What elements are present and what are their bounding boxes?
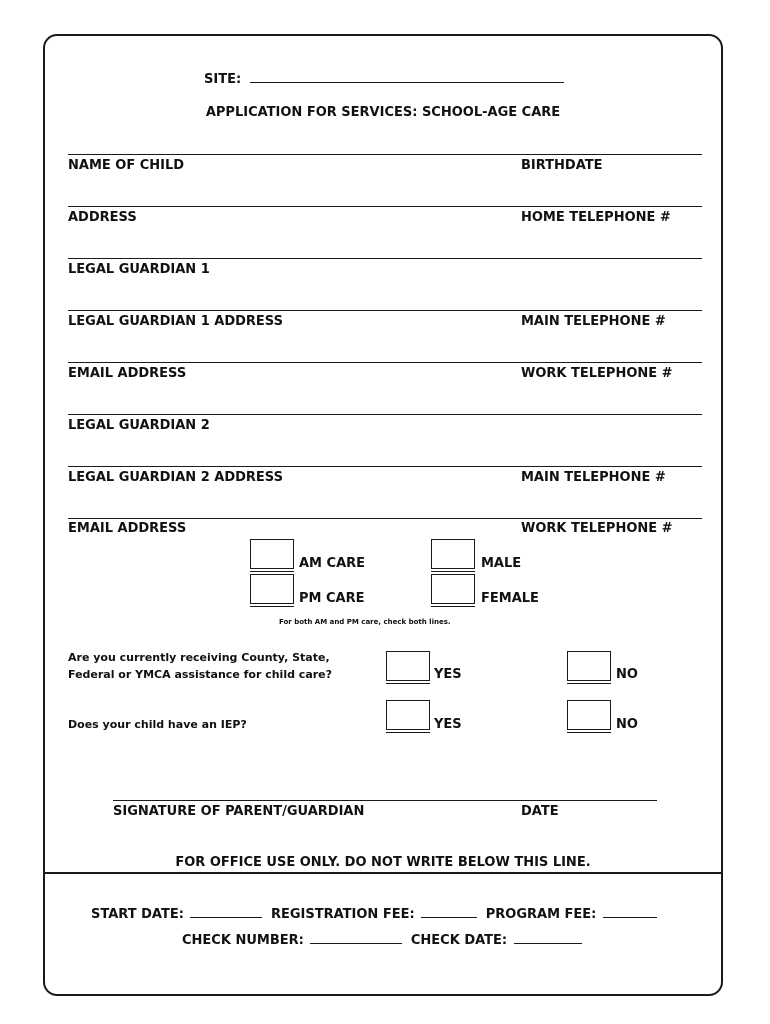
check-number-label: CHECK NUMBER: (182, 933, 304, 948)
start-date-line[interactable] (190, 907, 262, 918)
assistance-no-checkbox[interactable] (567, 651, 611, 681)
iep-no-checkbox[interactable] (567, 700, 611, 730)
iep-question: Does your child have an IEP? (68, 718, 247, 731)
check-number-line[interactable] (310, 933, 402, 944)
iep-yes-checkbox[interactable] (386, 700, 430, 730)
assistance-question-line-2: Federal or YMCA assistance for child care? (68, 668, 333, 681)
check-date-line[interactable] (514, 933, 582, 944)
field-line-5[interactable] (68, 362, 702, 363)
field-label-guardian-2-work-telephone: WORK TELEPHONE # (521, 521, 673, 536)
field-line-2[interactable] (68, 206, 702, 207)
field-label-guardian-1-email: EMAIL ADDRESS (68, 366, 187, 381)
signature-label: SIGNATURE OF PARENT/GUARDIAN (113, 804, 365, 819)
field-label-birthdate: BIRTHDATE (521, 158, 603, 173)
field-label-guardian-1-address: LEGAL GUARDIAN 1 ADDRESS (68, 314, 283, 329)
iep-no-label: NO (616, 717, 638, 732)
field-line-6[interactable] (68, 414, 702, 415)
assistance-yes-checkbox[interactable] (386, 651, 430, 681)
field-label-guardian-2-address: LEGAL GUARDIAN 2 ADDRESS (68, 470, 283, 485)
start-date-label: START DATE: (91, 907, 184, 922)
field-label-guardian-1-work-telephone: WORK TELEPHONE # (521, 366, 673, 381)
field-label-legal-guardian-2: LEGAL GUARDIAN 2 (68, 418, 210, 433)
check-date-label: CHECK DATE: (410, 933, 508, 948)
field-label-guardian-2-email: EMAIL ADDRESS (68, 521, 187, 536)
field-label-home-telephone: HOME TELEPHONE # (521, 210, 671, 225)
signature-line[interactable] (113, 800, 657, 801)
field-line-1[interactable] (68, 154, 702, 155)
pm-care-label: PM CARE (299, 591, 365, 606)
registration-fee-label: REGISTRATION FEE: (270, 907, 415, 922)
program-fee-label: PROGRAM FEE: (485, 907, 597, 922)
signature-date-label: DATE (521, 804, 559, 819)
female-label: FEMALE (481, 591, 539, 606)
site-input-line[interactable] (250, 72, 564, 83)
field-line-3[interactable] (68, 258, 702, 259)
program-fee-line[interactable] (603, 907, 657, 918)
site-row (204, 72, 564, 87)
pm-care-checkbox[interactable] (250, 574, 294, 604)
site-label: SITE: (204, 72, 242, 87)
assistance-no-label: NO (616, 667, 638, 682)
assistance-question-line-1: Are you currently receiving County, State, (68, 651, 330, 664)
field-label-guardian-1-main-telephone: MAIN TELEPHONE # (521, 314, 666, 329)
registration-fee-line[interactable] (421, 907, 477, 918)
field-line-4[interactable] (68, 310, 702, 311)
form-title: APPLICATION FOR SERVICES: SCHOOL-AGE CARE (205, 105, 561, 120)
assistance-yes-label: YES (434, 667, 462, 682)
office-use-notice: FOR OFFICE USE ONLY. DO NOT WRITE BELOW THIS LINE. (175, 855, 591, 870)
iep-yes-label: YES (434, 717, 462, 732)
am-care-checkbox[interactable] (250, 539, 294, 569)
field-line-8[interactable] (68, 518, 702, 519)
office-row-1 (91, 907, 657, 922)
am-care-label: AM CARE (299, 556, 366, 571)
field-line-7[interactable] (68, 466, 702, 467)
office-divider (43, 872, 723, 874)
field-label-legal-guardian-1: LEGAL GUARDIAN 1 (68, 262, 210, 277)
care-note: For both AM and PM care, check both lines. (279, 618, 451, 626)
field-label-guardian-2-main-telephone: MAIN TELEPHONE # (521, 470, 666, 485)
field-label-name-of-child: NAME OF CHILD (68, 158, 185, 173)
male-checkbox[interactable] (431, 539, 475, 569)
field-label-address: ADDRESS (68, 210, 137, 225)
form-frame (43, 34, 723, 996)
office-row-2 (182, 933, 582, 948)
female-checkbox[interactable] (431, 574, 475, 604)
male-label: MALE (481, 556, 522, 571)
